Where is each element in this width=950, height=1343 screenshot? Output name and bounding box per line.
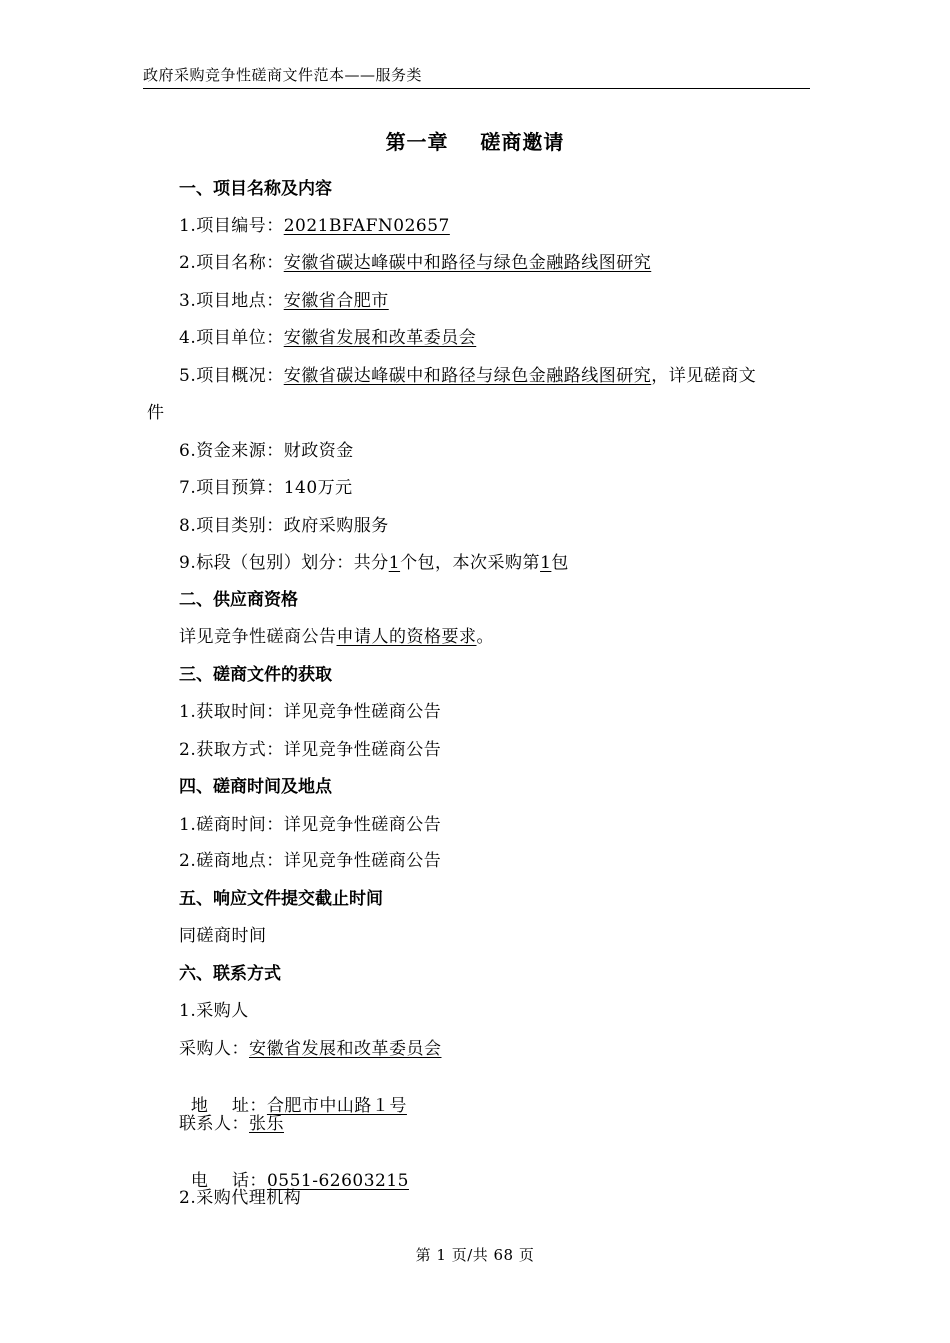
- qualification-text-a: 详见竞争性磋商公告: [179, 627, 337, 647]
- qualification-link: 申请人的资格要求: [336, 627, 477, 647]
- page-footer: 第 1 页/共 68 页: [415, 1246, 535, 1264]
- contact-label: 联系人：: [179, 1114, 249, 1134]
- lot-number: 1: [540, 553, 552, 573]
- obtain-time-line: 1.获取时间：详见竞争性磋商公告: [179, 702, 442, 722]
- project-number-line: [179, 211, 450, 236]
- header-divider: [143, 88, 810, 89]
- deadline-line: 同磋商时间: [179, 926, 267, 946]
- qualification-text-c: 。: [476, 627, 494, 647]
- project-unit-value: 安徽省发展和改革委员会: [283, 328, 477, 348]
- phone-value: 0551-62603215: [266, 1171, 409, 1191]
- section-4-heading: 四、磋商时间及地点: [179, 777, 332, 797]
- address-label: 地 址：: [190, 1096, 267, 1116]
- section-3-heading: 三、磋商文件的获取: [179, 665, 332, 685]
- contact-value: 张乐: [249, 1114, 284, 1134]
- project-number-label: 1.项目编号：: [179, 216, 284, 236]
- phone-label: 电 话：: [190, 1171, 267, 1191]
- project-category-line: 8.项目类别：政府采购服务: [179, 516, 389, 536]
- section-6-heading: 六、联系方式: [179, 964, 281, 984]
- contact-line: [179, 1109, 284, 1134]
- negotiation-location-line: 2.磋商地点：详见竞争性磋商公告: [179, 851, 442, 871]
- project-name-value: 安徽省碳达峰碳中和路径与绿色金融路线图研究: [283, 253, 652, 273]
- qualification-line: [179, 622, 494, 647]
- obtain-method-line: 2.获取方式：详见竞争性磋商公告: [179, 740, 442, 760]
- lot-division-text-c: 个包，本次采购第: [400, 553, 541, 573]
- project-overview-suffix: ，详见磋商文: [651, 366, 757, 386]
- lot-division-text-a: 9.标段（包别）划分：共分: [179, 553, 389, 573]
- project-overview-label: 5.项目概况：: [179, 366, 284, 386]
- buyer-label: 采购人：: [179, 1039, 249, 1059]
- section-5-heading: 五、响应文件提交截止时间: [179, 889, 383, 909]
- lot-count: 1: [388, 553, 401, 573]
- project-location-label: 3.项目地点：: [179, 291, 284, 311]
- address-value: 合肥市中山路１号: [266, 1096, 407, 1116]
- project-overview-continuation: 件: [147, 403, 164, 423]
- project-location-value: 安徽省合肥市: [283, 291, 389, 311]
- page-header: 政府采购竞争性磋商文件范本——服务类: [143, 66, 423, 84]
- funding-source-line: 6.资金来源：财政资金: [179, 441, 354, 461]
- section-2-heading: 二、供应商资格: [179, 590, 298, 610]
- buyer-line: [179, 1034, 442, 1059]
- project-overview-value: 安徽省碳达峰碳中和路径与绿色金融路线图研究: [283, 366, 652, 386]
- section-1-heading: 一、项目名称及内容: [179, 179, 332, 199]
- project-location-line: [179, 286, 389, 311]
- chapter-title: 第一章 磋商邀请: [385, 130, 565, 154]
- project-name-line: [179, 248, 651, 273]
- project-number-value: 2021BFAFN02657: [283, 216, 450, 236]
- negotiation-time-line: 1.磋商时间：详见竞争性磋商公告: [179, 815, 442, 835]
- lot-division-line: [179, 548, 569, 573]
- buyer-value: 安徽省发展和改革委员会: [249, 1039, 442, 1059]
- project-unit-line: [179, 323, 476, 348]
- buyer-subheading: 1.采购人: [179, 1001, 249, 1021]
- project-name-label: 2.项目名称：: [179, 253, 284, 273]
- agency-subheading: 2.采购代理机构: [179, 1188, 302, 1208]
- lot-division-text-e: 包: [551, 553, 569, 573]
- project-unit-label: 4.项目单位：: [179, 328, 284, 348]
- budget-line: 7.项目预算：140万元: [179, 478, 353, 498]
- project-overview-line: [179, 361, 756, 386]
